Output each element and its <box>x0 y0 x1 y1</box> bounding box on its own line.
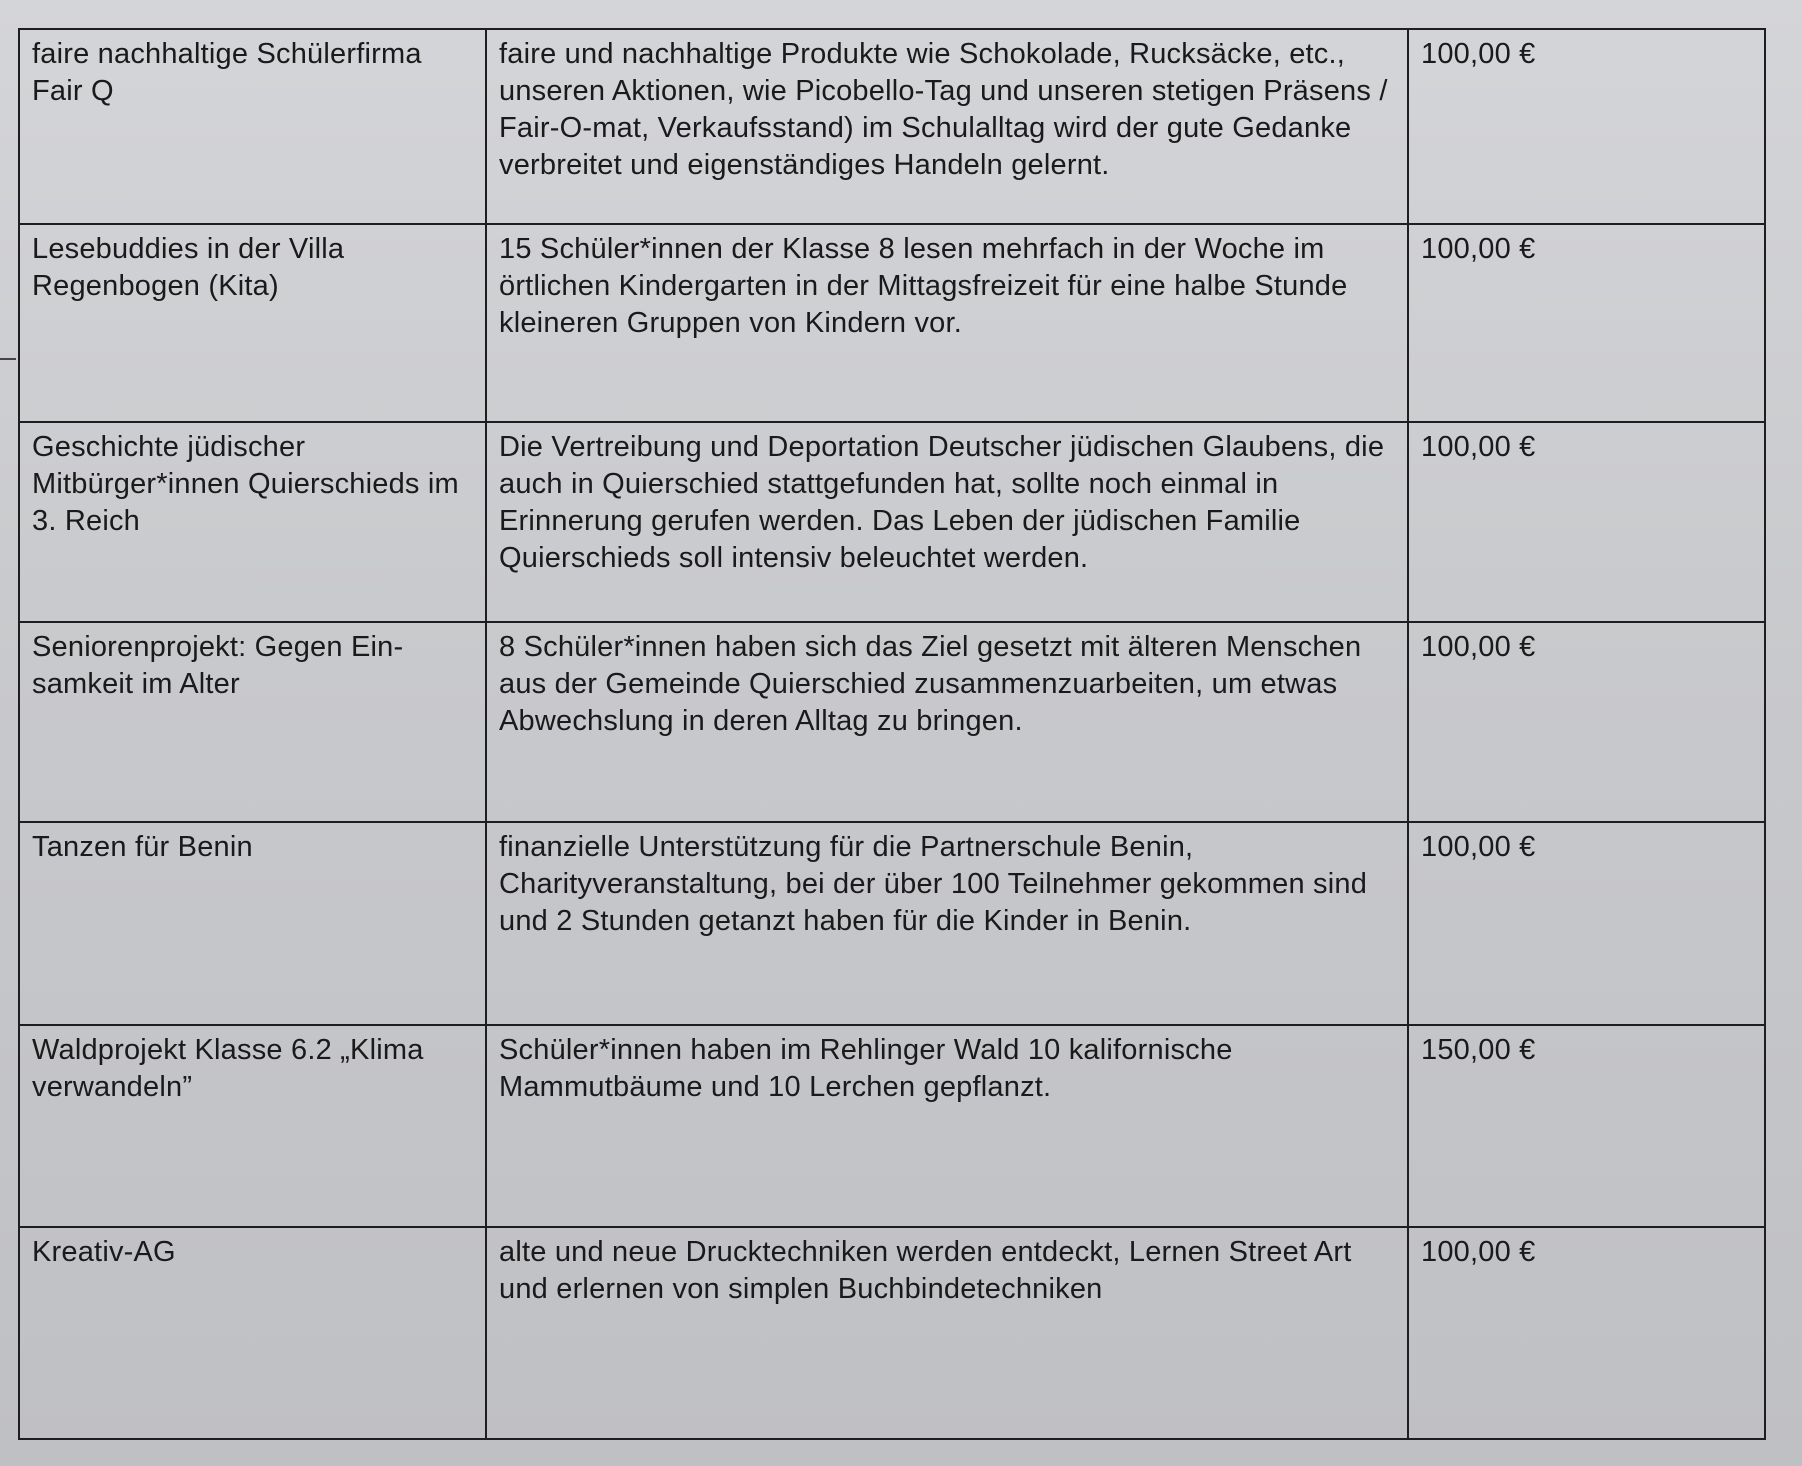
amount-cell: 100,00 € <box>1408 622 1765 822</box>
project-description-cell: faire und nachhaltige Produkte wie Schokolade, Rucksäcke, etc., unseren Aktionen, wie Picobello-Tag und unseren stetigen Präsens / Fair-O-mat, Verkaufsstand) im Schulalltag wird der gute Gedanke verbreitet und eigenständiges Handeln gelernt. <box>486 29 1408 224</box>
project-name-cell: Tanzen für Benin <box>19 822 486 1025</box>
amount-cell: 100,00 € <box>1408 422 1765 622</box>
project-name-cell: Kreativ-AG <box>19 1227 486 1439</box>
table-row <box>19 224 1765 422</box>
project-description-cell: alte und neue Drucktechniken werden entdeckt, Lernen Street Art und erlernen von simplen Buchbindetechniken <box>486 1227 1408 1439</box>
amount-cell: 100,00 € <box>1408 1227 1765 1439</box>
amount-cell: 100,00 € <box>1408 29 1765 224</box>
project-name-cell: Waldprojekt Klasse 6.2 „Klima verwandeln” <box>19 1025 486 1227</box>
table-row <box>19 1227 1765 1439</box>
table-row <box>19 622 1765 822</box>
table-row <box>19 1025 1765 1227</box>
amount-cell: 100,00 € <box>1408 822 1765 1025</box>
project-description-cell: 8 Schüler*innen haben sich das Ziel gesetzt mit älteren Menschen aus der Gemeinde Quierschied zusammenzuarbeiten, um etwas Abwechslung in deren Alltag zu bringen. <box>486 622 1408 822</box>
margin-mark <box>0 358 16 360</box>
amount-cell: 100,00 € <box>1408 224 1765 422</box>
project-name-cell: Geschichte jüdischer Mitbürger*innen Quierschieds im 3. Reich <box>19 422 486 622</box>
table-row <box>19 822 1765 1025</box>
project-name-cell: Lesebuddies in der Villa Regenbogen (Kita) <box>19 224 486 422</box>
projects-table <box>18 28 1766 1440</box>
project-description-cell: 15 Schüler*innen der Klasse 8 lesen mehrfach in der Woche im örtlichen Kindergarten in der Mittagsfreizeit für eine halbe Stunde kleineren Gruppen von Kindern vor. <box>486 224 1408 422</box>
project-name-cell: Seniorenprojekt: Gegen Ein-samkeit im Alter <box>19 622 486 822</box>
project-name-cell: faire nachhaltige Schülerfirma Fair Q <box>19 29 486 224</box>
table-row <box>19 29 1765 224</box>
project-description-cell: finanzielle Unterstützung für die Partnerschule Benin, Charityveranstaltung, bei der über 100 Teilnehmer gekommen sind und 2 Stunden getanzt haben für die Kinder in Benin. <box>486 822 1408 1025</box>
amount-cell: 150,00 € <box>1408 1025 1765 1227</box>
table-row <box>19 422 1765 622</box>
project-description-cell: Die Vertreibung und Deportation Deutscher jüdischen Glaubens, die auch in Quierschied stattgefunden hat, sollte noch einmal in Erinnerung gerufen werden. Das Leben der jüdischen Familie Quierschieds soll intensiv beleuchtet werden. <box>486 422 1408 622</box>
project-description-cell: Schüler*innen haben im Rehlinger Wald 10 kalifornische Mammutbäume und 10 Lerchen gepflanzt. <box>486 1025 1408 1227</box>
